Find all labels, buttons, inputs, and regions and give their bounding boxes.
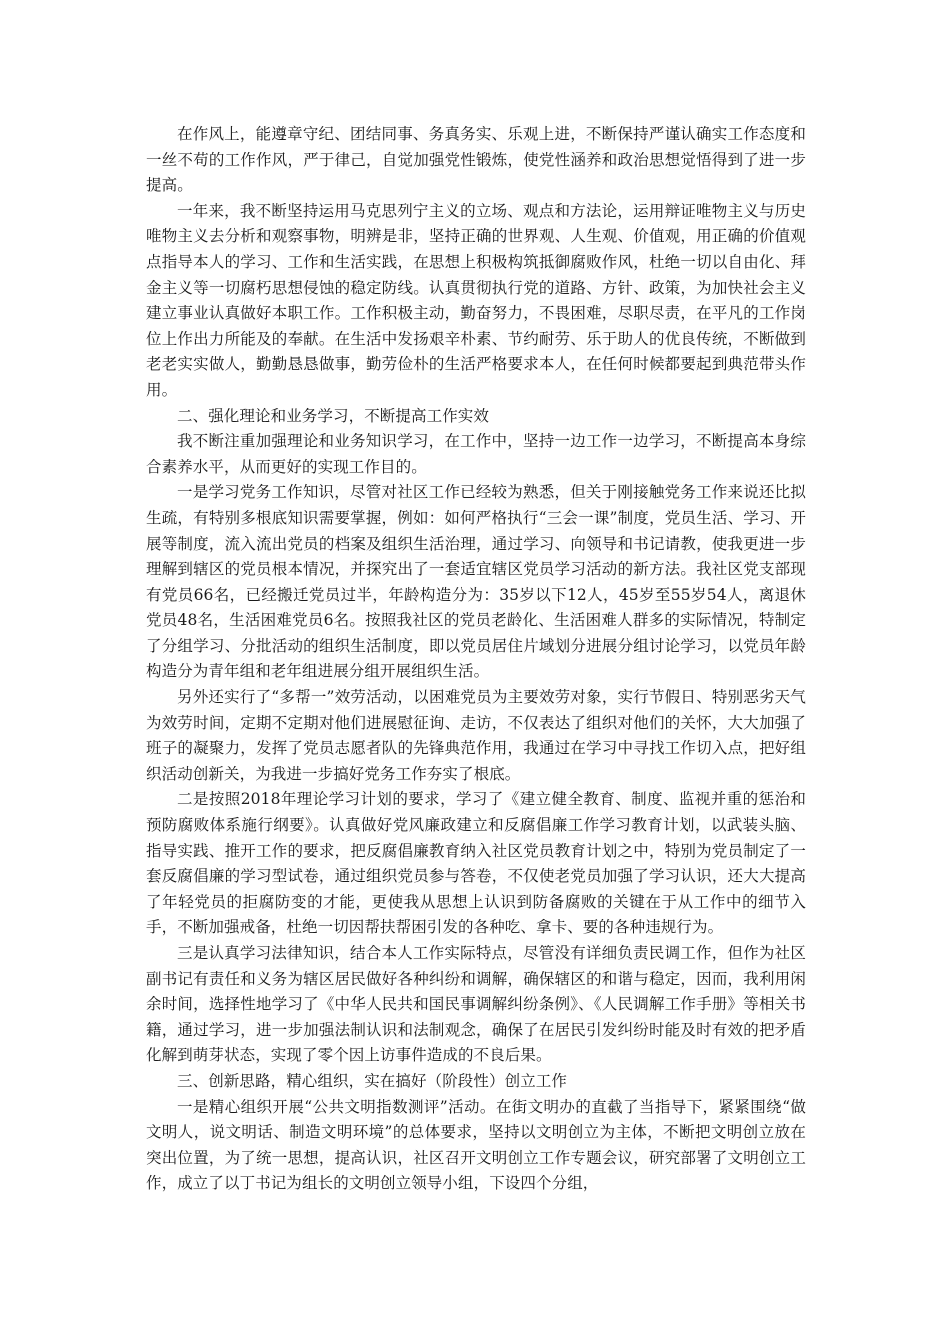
paragraph-theory-plan: 二是按照2018年理论学习计划的要求，学习了《建立健全教育、制度、监视并重的惩治和预防腐败体系施行纲要》。认真做好党风廉政建立和反腐倡廉工作学习教育计划，以武装头脑、指导实践、推开工作的要求，把反腐倡廉教育纳入社区党员教育计划之中，特别为党员制定了一套反腐倡廉的学习型试卷，通过组织党员参与答卷，不仅使老党员加强了学习认识，还大大提高了年轻党员的拒腐防变的才能，更使我从思想上认识到防备腐败的关键在于从工作中的细节入手，不断加强戒备，杜绝一切因帮扶帮困引发的各种吃、拿卡、要的各种违规行为。 [146, 790, 806, 937]
paragraph-civilization-index: 一是精心组织开展“公共文明指数测评”活动。在街文明办的直截了当指导下，紧紧围绕“做文明人，说文明话、制造文明环境”的总体要求，坚持以文明创立为主体，不断把文明创立放在突出位置，为了统一思想，提高认识，社区召开文明创立工作专题会议，研究部署了文明创立工作，成立了以丁书记为组长的文明创立领导小组，下设四个分组， [146, 1097, 806, 1193]
paragraph-one-year: 一年来，我不断坚持运用马克思列宁主义的立场、观点和方法论，运用辩证唯物主义与历史唯物主义去分析和观察事物，明辨是非，坚持正确的世界观、人生观、价值观，用正确的价值观点指导本人的学习、工作和生活实践，在思想上积极构筑抵御腐败作风，杜绝一切以自由化、拜金主义等一切腐朽思想侵蚀的稳定防线。认真贯彻执行党的道路、方针、政策，为加快社会主义建立事业认真做好本职工作。工作积极主动，勤奋努力，不畏困难，尽职尽责，在平凡的工作岗位上作出力所能及的奉献。在生活中发扬艰辛朴素、节约耐劳、乐于助人的优良传统，不断做到老老实实做人，勤勤恳恳做事，勤劳俭朴的生活严格要求本人，在任何时候都要起到典范带头作用。 [146, 201, 806, 399]
document-body [146, 122, 806, 1197]
section-heading-theory-study: 二、强化理论和业务学习，不断提高工作实效 [177, 406, 490, 425]
section-heading-innovation: 三、创新思路，精心组织，实在搞好（阶段性）创立工作 [177, 1071, 568, 1090]
paragraph-help-activity: 另外还实行了“多帮一”效劳活动，以困难党员为主要效劳对象，实行节假日、特别恶劣天气为效劳时间，定期不定期对他们进展慰征询、走访，不仅表达了组织对他们的关怀，大大加强了班子的凝聚力，发挥了党员志愿者队的先锋典范作用，我通过在学习中寻找工作切入点，把好组织活动创新关，为我进一步搞好党务工作夯实了根底。 [146, 688, 806, 783]
paragraph-work-style: 在作风上，能遵章守纪、团结同事、务真务实、乐观上进，不断保持严谨认确实工作态度和一丝不苟的工作作风，严于律己，自觉加强党性锻炼，使党性涵养和政治思想觉悟得到了进一步提高。 [146, 125, 806, 195]
paragraph-study-intro: 我不断注重加强理论和业务知识学习，在工作中，坚持一边工作一边学习，不断提高本身综合素养水平，从而更好的实现工作目的。 [146, 432, 806, 476]
paragraph-law-knowledge: 三是认真学习法律知识，结合本人工作实际特点，尽管没有详细负责民调工作，但作为社区副书记有责任和义务为辖区居民做好各种纠纷和调解，确保辖区的和谐与稳定，因而，我利用闲余时间，选择性地学习了《中华人民共和国民事调解纠纷条例》、《人民调解工作手册》等相关书籍，通过学习，进一步加强法制认识和法制观念，确保了在居民引发纠纷时能及时有效的把矛盾化解到萌芽状态，实现了零个因上访事件造成的不良后果。 [146, 944, 806, 1065]
paragraph-party-affairs-knowledge: 一是学习党务工作知识，尽管对社区工作已经较为熟悉，但关于刚接触党务工作来说还比拟生疏，有特别多根底知识需要掌握，例如：如何严格执行“三会一课”制度，党员生活、学习、开展等制度，流入流出党员的档案及组织生活治理，通过学习、向领导和书记请教，使我更进一步理解到辖区的党员根本情况，并探究出了一套适宜辖区党员学习活动的新方法。我社区党支部现有党员66名，已经搬迁党员过半，年龄构造分为：35岁以下12人，45岁至55岁54人，离退休党员48名，生活困难党员6名。按照我社区的党员老龄化、生活困难人群多的实际情况，特制定了分组学习、分批活动的组织生活制度，即以党员居住片域划分进展分组讨论学习，以党员年龄构造分为青年组和老年组进展分组开展组织生活。 [146, 483, 806, 681]
